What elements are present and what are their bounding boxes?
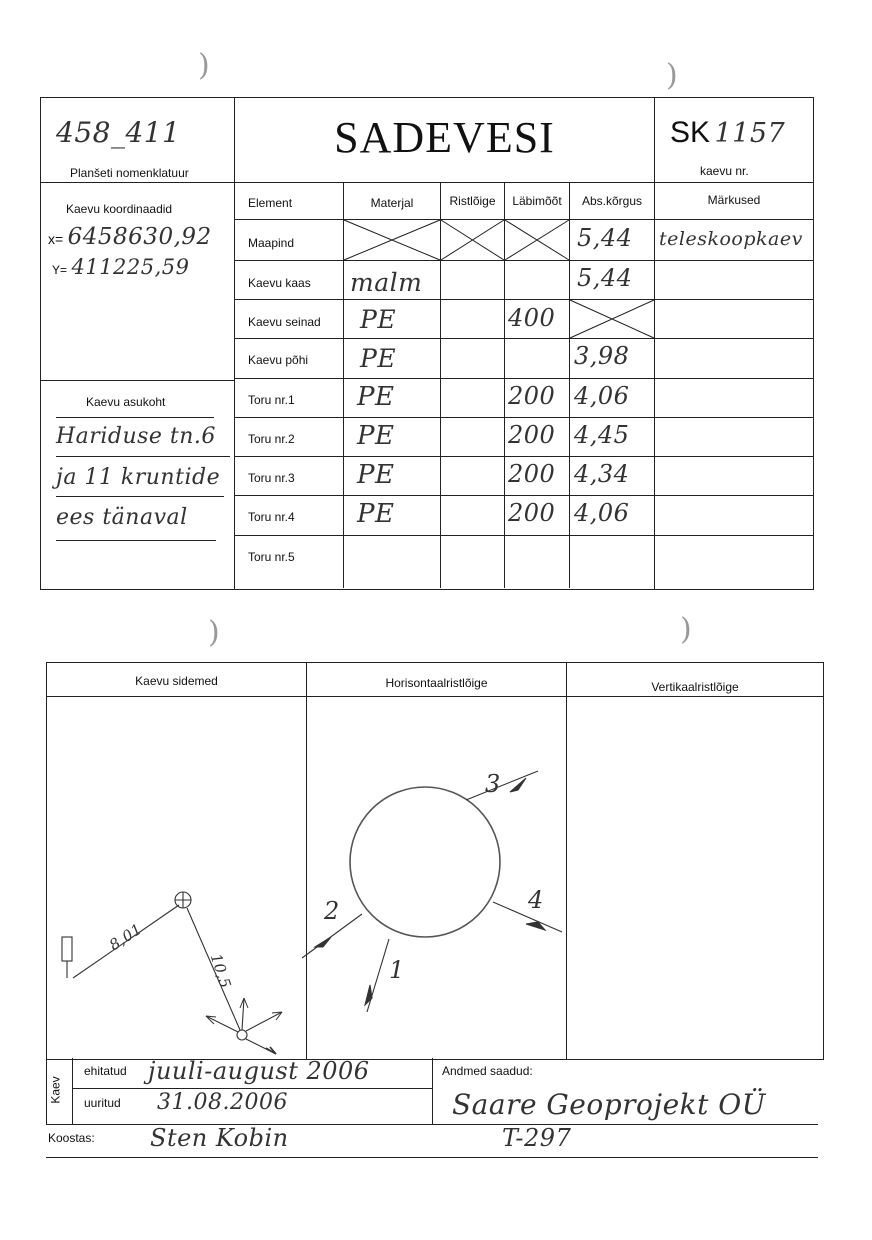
- pipe-label-3: 3: [485, 770, 501, 798]
- location-label: Kaevu asukoht: [86, 395, 166, 409]
- diameter-pipe-2: 200: [508, 421, 556, 449]
- surveyed-label: uuritud: [84, 1096, 121, 1110]
- diameter-pipe-3: 200: [508, 460, 556, 488]
- horizontal-section-label: Horisontaalristlõige: [385, 676, 488, 690]
- row-label-pipe-1: Toru nr.1: [248, 393, 295, 407]
- diameter-pipe-1: 200: [508, 382, 556, 410]
- material-pipe-4: PE: [357, 499, 395, 529]
- tie-distance-2: 10,5: [206, 951, 235, 991]
- row-label-walls: Kaevu seinad: [248, 315, 321, 329]
- punch-mark-top-left: ): [198, 48, 210, 83]
- side-label: Kaev: [48, 1076, 63, 1104]
- diameter-walls: 400: [508, 304, 556, 332]
- row-label-pipe-3: Toru nr.3: [248, 471, 295, 485]
- coordinates-label: Kaevu koordinaadid: [66, 202, 173, 216]
- material-bottom: PE: [360, 344, 397, 373]
- punch-mark-mid-left: ): [208, 615, 220, 650]
- abs-cover: 5,44: [577, 264, 633, 292]
- header-cross-section: Ristlõige: [449, 194, 496, 208]
- data-source-label: Andmed saadud:: [442, 1064, 533, 1078]
- abs-pipe-1: 4,06: [574, 382, 630, 410]
- punch-mark-top-right: ): [666, 58, 678, 93]
- y-value: 411225,59: [71, 255, 190, 279]
- y-prefix: Y=: [52, 263, 68, 277]
- header-abs-height: Abs.kõrgus: [581, 194, 643, 208]
- header-element: Element: [248, 196, 293, 210]
- row-label-pipe-2: Toru nr.2: [248, 432, 295, 446]
- x-prefix: x=: [48, 231, 64, 247]
- row-label-pipe-5: Toru nr.5: [248, 550, 295, 564]
- material-pipe-2: PE: [357, 421, 395, 451]
- built-label: ehitatud: [84, 1064, 127, 1078]
- pipe-label-1: 1: [389, 956, 405, 984]
- ties-label: Kaevu sidemed: [135, 674, 218, 688]
- abs-pipe-3: 4,34: [574, 460, 630, 488]
- x-value: 6458630,92: [67, 224, 212, 250]
- location-line-3: ees tänaval: [56, 505, 188, 530]
- abs-pipe-2: 4,45: [574, 421, 630, 449]
- form-title: SADEVESI: [334, 113, 555, 162]
- author-label: Koostas:: [48, 1131, 95, 1145]
- surveyed-value: 31.08.2006: [157, 1090, 288, 1115]
- abs-bottom: 3,98: [574, 342, 630, 370]
- data-source-value: Saare Geoprojekt OÜ: [452, 1088, 766, 1121]
- row-label-ground: Maapind: [248, 236, 295, 250]
- notes-ground: teleskoopkaev: [659, 228, 803, 250]
- header-diameter: Läbimõõt: [512, 194, 562, 208]
- header-notes: Märkused: [707, 193, 761, 207]
- tie-distance-1: 8,01: [105, 919, 146, 955]
- pipe-label-2: 2: [324, 897, 340, 925]
- location-line-2: ja 11 kruntide: [56, 465, 221, 490]
- diameter-pipe-4: 200: [508, 499, 556, 527]
- sheet-code: 458_411: [56, 116, 181, 149]
- reference-code: T-297: [502, 1124, 572, 1152]
- pipe-label-4: 4: [528, 886, 544, 914]
- built-value: juuli-august 2006: [148, 1057, 370, 1085]
- well-point-icon: [237, 1030, 247, 1040]
- well-prefix: SK: [670, 116, 711, 149]
- row-label-pipe-4: Toru nr.4: [248, 510, 295, 524]
- abs-ground: 5,44: [577, 224, 633, 252]
- material-pipe-1: PE: [357, 382, 395, 412]
- header-material: Materjal: [370, 196, 414, 210]
- sheet-code-label: Planšeti nomenklatuur: [70, 166, 189, 180]
- material-cover: malm: [350, 268, 423, 297]
- location-line-1: Hariduse tn.6: [56, 424, 216, 449]
- material-pipe-3: PE: [357, 460, 395, 490]
- author-value: Sten Kobin: [150, 1124, 289, 1152]
- vertical-section-label: Vertikaalristlõige: [651, 680, 739, 694]
- well-shaft-circle: [350, 787, 500, 937]
- abs-pipe-4: 4,06: [574, 499, 630, 527]
- building-corner-marker: [62, 937, 72, 961]
- row-label-cover: Kaevu kaas: [248, 276, 311, 290]
- row-label-bottom: Kaevu põhi: [248, 353, 309, 367]
- well-number-label: kaevu nr.: [700, 164, 749, 178]
- punch-mark-mid-right: ): [680, 612, 692, 647]
- material-walls: PE: [360, 305, 397, 334]
- well-number: 1157: [714, 118, 786, 149]
